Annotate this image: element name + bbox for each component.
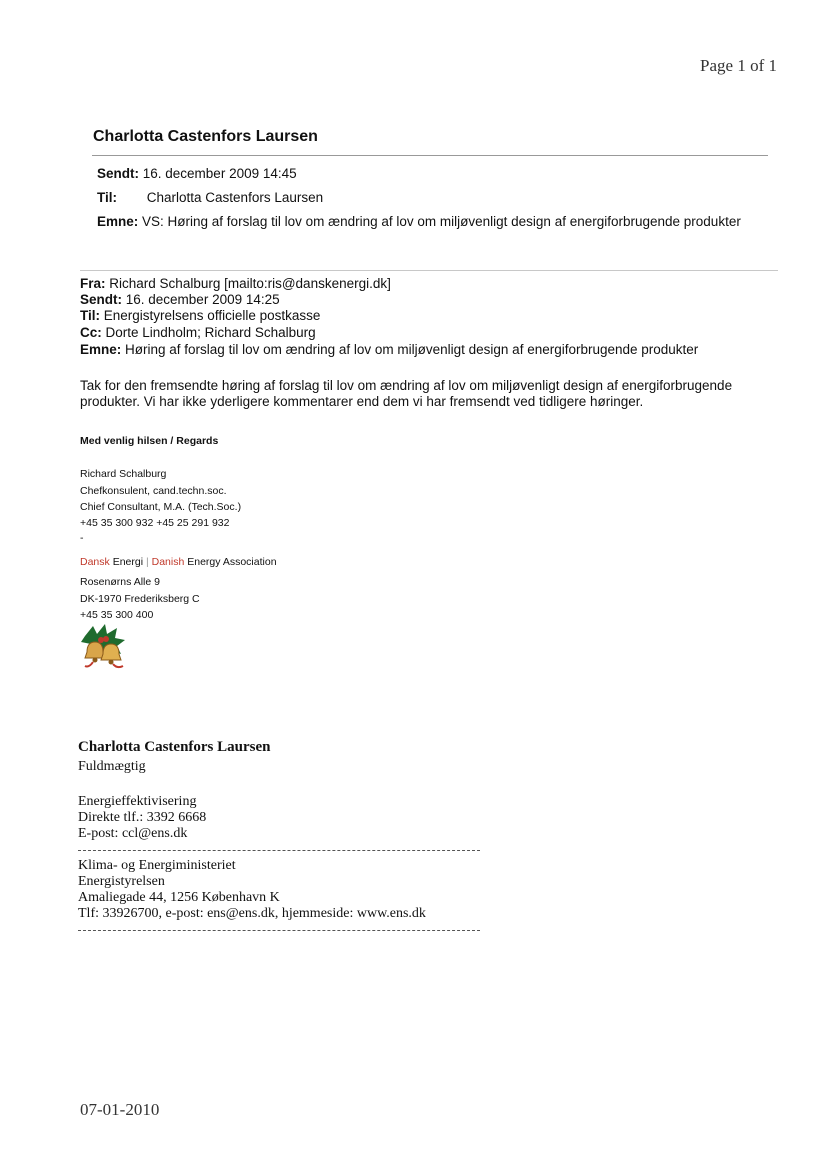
title-divider	[92, 155, 768, 156]
subject-value: VS: Høring af forslag til lov om ændring af lov om miljøvenligt design af energiforbrugende produkter	[142, 214, 741, 229]
signature-address1: Rosenørns Alle 9	[80, 576, 160, 588]
email-sent-row	[97, 166, 297, 181]
footer-email: E-post: ccl@ens.dk	[78, 826, 188, 841]
org-rest: Energy Association	[187, 556, 277, 568]
signature-name: Richard Schalburg	[80, 468, 167, 480]
from-label: Fra:	[80, 276, 106, 291]
forward-to-row	[80, 308, 320, 323]
footer-direct-phone: Direkte tlf.: 3392 6668	[78, 810, 207, 825]
forward-divider	[80, 270, 778, 271]
footer-role: Fuldmægtig	[78, 759, 146, 774]
to-value: Charlotta Castenfors Laursen	[146, 190, 324, 205]
forward-subject-value: Høring af forslag til lov om ændring af lov om miljøvenligt design af energiforbrugende produkter	[125, 342, 699, 357]
email-subject-row	[97, 214, 741, 229]
subject-label: Emne:	[97, 214, 139, 229]
footer-ministry: Klima- og Energiministeriet	[78, 858, 236, 873]
page-number: Page 1 of 1	[700, 56, 777, 75]
org-energi: Energi	[112, 556, 144, 568]
signature-organization	[80, 556, 277, 568]
print-date: 07-01-2010	[80, 1100, 160, 1119]
signature-phone-main: +45 35 300 400	[80, 609, 154, 621]
cc-value: Dorte Lindholm; Richard Schalburg	[105, 325, 316, 340]
forward-to-label: Til:	[80, 308, 100, 323]
sent-value: 16. december 2009 14:45	[142, 166, 297, 181]
footer-dashed-divider-top	[78, 850, 480, 851]
forward-subject-label: Emne:	[80, 342, 122, 357]
cc-label: Cc:	[80, 325, 102, 340]
footer-contact: Tlf: 33926700, e-post: ens@ens.dk, hjemmeside: www.ens.dk	[78, 906, 426, 921]
footer-dashed-divider-bottom	[78, 930, 480, 931]
org-danish: Danish	[151, 556, 185, 568]
signature-title-en: Chief Consultant, M.A. (Tech.Soc.)	[80, 501, 242, 513]
sent-label: Sendt:	[97, 166, 139, 181]
org-separator: |	[145, 556, 149, 568]
forward-sent-row	[80, 292, 280, 307]
forward-from-row	[80, 276, 391, 291]
footer-department: Energieffektivisering	[78, 794, 197, 809]
forward-sent-label: Sendt:	[80, 292, 122, 307]
signature-dash: -	[80, 532, 84, 544]
signature-title-da: Chefkonsulent, cand.techn.soc.	[80, 485, 227, 497]
footer-address: Amaliegade 44, 1256 København K	[78, 890, 280, 905]
email-title: Charlotta Castenfors Laursen	[93, 128, 318, 145]
forward-to-value: Energistyrelsens officielle postkasse	[103, 308, 321, 323]
signature-greeting: Med venlig hilsen / Regards	[80, 435, 219, 447]
from-value: Richard Schalburg [mailto:ris@danskenergi.dk]	[109, 276, 391, 291]
forward-sent-value: 16. december 2009 14:25	[125, 292, 280, 307]
message-body-line2: produkter. Vi har ikke yderligere kommentarer end dem vi har fremsendt ved tidligere høringer.	[80, 394, 644, 409]
footer-name: Charlotta Castenfors Laursen	[78, 739, 271, 755]
forward-subject-row	[80, 342, 698, 357]
signature-phones: +45 35 300 932 +45 25 291 932	[80, 517, 230, 529]
email-to-row	[97, 190, 323, 205]
christmas-bells-icon	[79, 622, 129, 670]
signature-address2: DK-1970 Frederiksberg C	[80, 593, 200, 605]
forward-cc-row	[80, 325, 316, 340]
footer-agency: Energistyrelsen	[78, 874, 165, 889]
message-body-line1: Tak for den fremsendte høring af forslag til lov om ændring af lov om miljøvenligt design af energiforbrugende	[80, 378, 733, 393]
to-label: Til:	[97, 190, 117, 205]
org-dansk: Dansk	[80, 556, 110, 568]
